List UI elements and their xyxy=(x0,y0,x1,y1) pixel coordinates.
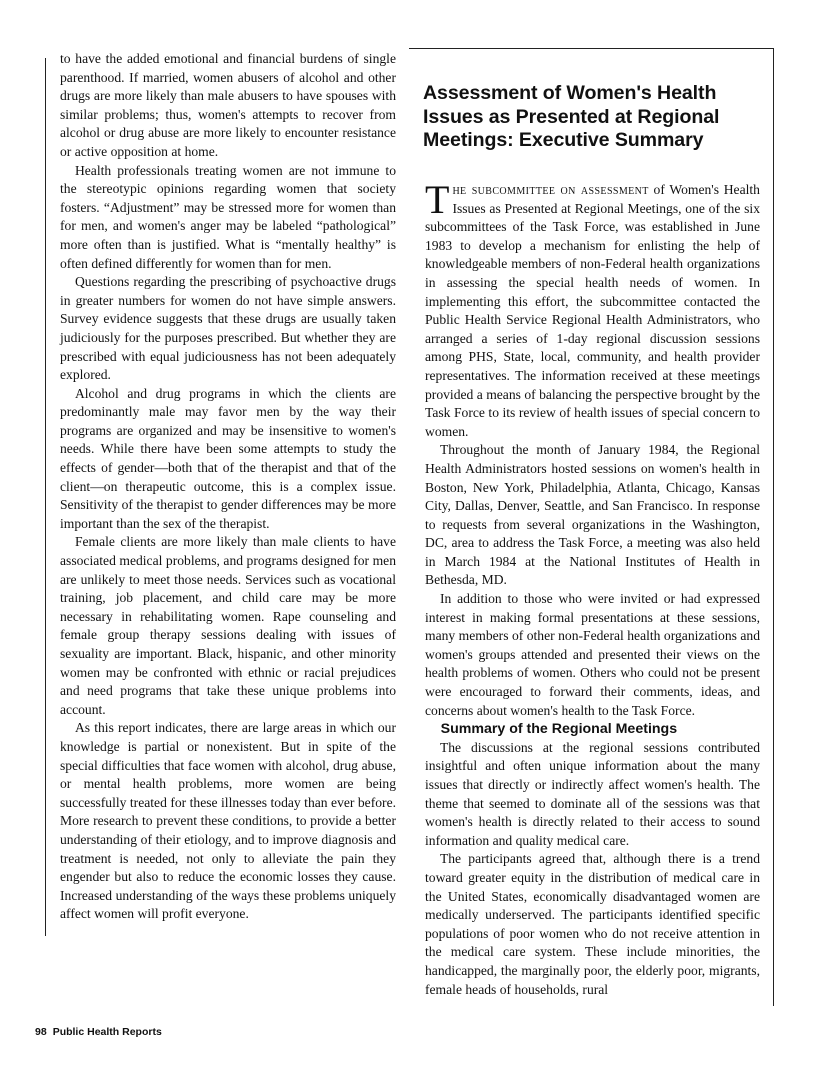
page-number: 98 xyxy=(35,1026,47,1038)
lead-text: of Women's Health Issues as Presented at Regional Meetings, one of the six subcommittees of the Task Force, was established in June 1983 to develop a mechanism for enlisting the help of knowledgeable members of non-Federal health organizations in assessing the special health needs of women. In implementing this effort, the subcommittee contacted the Public Health Service Regional Health Administrators, who arranged a series of 1-day regional discussion sessions among PHS, State, local, community, and health provider representatives. The information received at these meetings provided a means of balancing the perspective brought by the Task Force to its review of health issues of special concern to women. xyxy=(425,182,760,439)
lead-paragraph xyxy=(425,177,760,441)
left-column xyxy=(60,50,396,924)
left-paragraph: Health professionals treating women are not immune to the stereotypic opinions regarding women that society fosters. “Adjustment” may be stressed more for women than for men, and women's anger may be labeled “pathological” more often than is justified. What is “mentally healthy” is often defined differently for women than for men. xyxy=(60,162,396,271)
sidebar-top-rule xyxy=(409,48,774,49)
drop-cap: T xyxy=(425,177,450,222)
article-title: Assessment of Women's Health Issues as Presented at Regional Meetings: Executive Summary xyxy=(423,82,720,151)
journal-name: Public Health Reports xyxy=(52,1026,162,1038)
summary-paragraph: The participants agreed that, although there is a trend toward greater equity in the distribution of medical care in the United States, economically disadvantaged women are medically underserved. The participants identified specific populations of poor women who do not receive attention in the medical care system. These include minorities, the handicapped, the marginally poor, the elderly poor, migrants, female heads of households, rural xyxy=(425,851,760,997)
left-paragraph: As this report indicates, there are large areas in which our knowledge is partial or nonexistent. But in spite of the special difficulties that face women with alcohol, drug abuse, or mental health problems, more women are being successfully treated for these illnesses today than ever before. More research to prevent these conditions, to provide a better understanding of their etiology, and to improve diagnosis and treatment is needed, not only to alleviate the pain they engender but also to reduce the economic losses they cause. Increased understanding of the ways these problems uniquely affect women will profit everyone. xyxy=(60,720,396,922)
lead-smallcaps: he subcommittee on assessment xyxy=(452,182,649,197)
article-paragraph: In addition to those who were invited or had expressed interest in making formal presentations at these sessions, many members of other non-Federal health organizations and women's groups attended and presented their views on the health problems of women. Others who could not be present were encouraged to forward their comments, ideas, and concerns about women's health to the Task Force. xyxy=(425,591,760,718)
sidebar-right-rule xyxy=(773,48,774,1006)
article-paragraph: Throughout the month of January 1984, the Regional Health Administrators hosted sessions on women's health in Boston, New York, Philadelphia, Atlanta, Chicago, Kansas City, Dallas, Denver, Seattle, and San Francisco. In response to requests from several organizations in the Washington, DC, area to address the Task Force, a meeting was also held in March 1984 at the National Institutes of Health in Bethesda, MD. xyxy=(425,442,760,588)
left-column-rule xyxy=(45,58,46,936)
left-paragraph: to have the added emotional and financial burdens of single parenthood. If married, women abusers of alcohol and other drugs are more likely than male abusers to have spouses with similar problems; thus, women's attempts to recover from alcohol or drug abuse are more likely to encounter resistance or active opposition at home. xyxy=(60,51,396,159)
section-subheading: Summary of the Regional Meetings xyxy=(440,721,678,738)
left-paragraph: Female clients are more likely than male clients to have associated medical problems, and programs designed for men are unlikely to meet those needs. Services such as vocational training, job placement, and child care may be more necessary in rehabilitating women. Rape counseling and female group therapy sessions dealing with issues of sexuality are important. Black, hispanic, and other minority women may be confronted with ethnic or racial prejudices and need programs that take these unique problems into account. xyxy=(60,534,396,717)
left-paragraph: Questions regarding the prescribing of psychoactive drugs in greater numbers for women do not have simple answers. Survey evidence suggests that these drugs are usually taken judiciously for the purposes prescribed. But whether they are prescribed with equal judiciousness has not been adequately explored. xyxy=(60,274,396,383)
right-column xyxy=(425,177,760,999)
summary-paragraph: The discussions at the regional sessions contributed insightful and often unique information about the many issues that directly or indirectly affect women's health. The theme that seemed to dominate all of the sessions was that women's health is directly related to their access to sound information and quality medical care. xyxy=(425,739,760,848)
left-paragraph: Alcohol and drug programs in which the clients are predominantly male may favor men by the way their programs are organized and may be insensitive to women's needs. While there have been some attempts to study the effects of gender—both that of the therapist and that of the client—on therapeutic outcome, this is a complex issue. Sensitivity of the therapist to gender differences may be more important than the sex of the therapist. xyxy=(60,385,396,531)
page-footer xyxy=(35,1026,168,1038)
